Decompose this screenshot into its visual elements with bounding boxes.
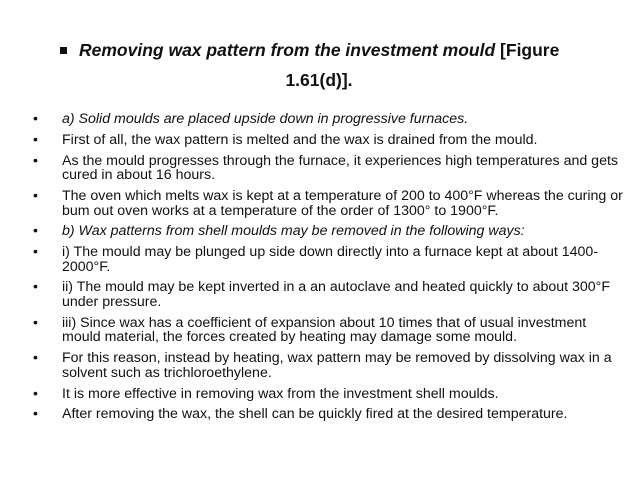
bullet-text: For this reason, instead by heating, wax pattern may be removed by dissolving wax in a solvent such as trichloroethylene. (62, 350, 612, 381)
bullet-dot-icon: • (33, 314, 38, 331)
bullet-text: The oven which melts wax is kept at a temperature of 200 to 400°F whereas the curing or bum out oven works at a temperature of the order of 1300° to 1900°F. (62, 187, 623, 219)
bullet-item (28, 316, 628, 345)
bullet-dot-icon: • (33, 406, 38, 423)
bullet-text: i) The mould may be plunged up side down directly into a furnace kept at about 1400- 2000°F. (62, 244, 599, 275)
bullet-text: After removing the wax, the shell can be quickly fired at the desired temperature. (62, 406, 568, 423)
bullet-text: As the mould progresses through the furnace, it experiences high temperatures and gets cured in about 16 hours. (62, 152, 619, 184)
bullet-item (28, 133, 628, 148)
slide-title-line2: 1.61(d)]. (285, 70, 353, 90)
bullet-item (28, 189, 628, 218)
bullet-dot-icon: • (33, 279, 38, 296)
bullet-dot-icon: • (33, 350, 38, 367)
bullet-item (28, 224, 628, 239)
bullet-text: b) Wax patterns from shell moulds may be removed in the following ways: (62, 223, 525, 240)
bullet-item (28, 407, 628, 422)
slide-title-figure-ref: [Figure (500, 40, 560, 60)
bullet-item (28, 351, 628, 380)
bullet-item (28, 245, 628, 274)
bullet-text: a) Solid moulds are placed upside down in progressive furnaces. (62, 111, 469, 127)
bullet-text: First of all, the wax pattern is melted and the wax is drained from the mould. (62, 131, 538, 148)
bullet-dot-icon: • (33, 152, 38, 169)
bullet-dot-icon: • (33, 244, 38, 261)
bullet-dot-icon: • (33, 223, 38, 240)
bullet-text: ii) The mould may be kept inverted in a an autoclave and heated quickly to about 300°F under pressure. (62, 279, 611, 311)
slide-title (60, 40, 559, 61)
bullet-dot-icon: • (33, 385, 38, 402)
bullet-dot-icon: • (33, 131, 38, 148)
bullet-text: It is more effective in removing wax from the investment shell moulds. (62, 385, 499, 402)
bullet-item (28, 387, 628, 402)
bullet-dot-icon: • (33, 187, 38, 204)
slide-title-italic: Removing wax pattern from the investment mould (79, 40, 496, 60)
bullet-list (28, 112, 628, 428)
bullet-item (28, 112, 628, 127)
bullet-item (28, 280, 628, 309)
bullet-dot-icon: • (33, 111, 38, 127)
square-bullet-icon (60, 47, 67, 54)
bullet-text: iii) Since wax has a coefficient of expansion about 10 times that of usual investment mould material, the forces created by heating may damage some mould. (62, 314, 587, 346)
bullet-item (28, 154, 628, 183)
